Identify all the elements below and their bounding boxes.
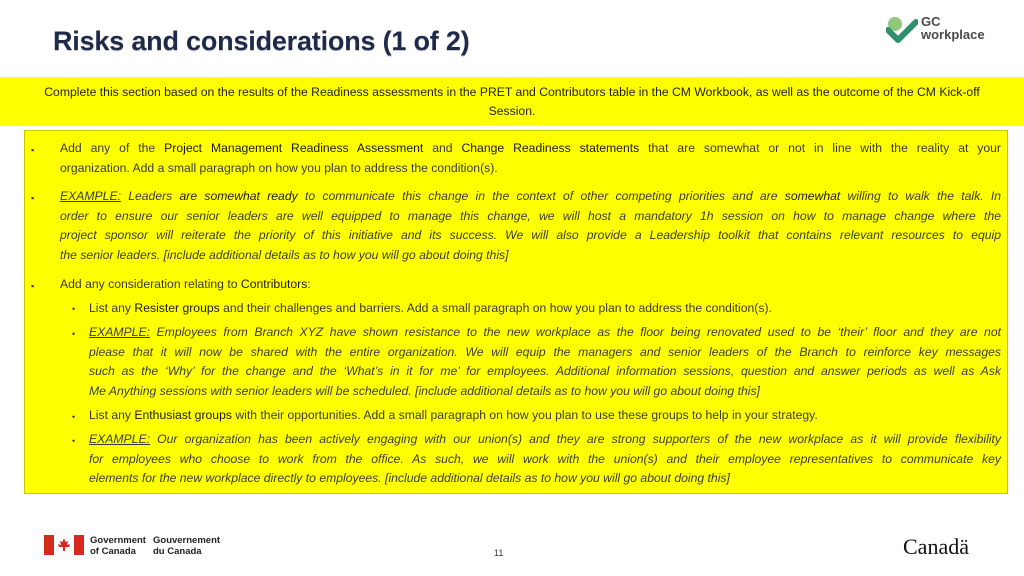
- gov-fr-line2: du Canada: [153, 546, 202, 557]
- gov-fr-line1: Gouvernement: [153, 535, 221, 546]
- banner-line2: Session.: [488, 104, 536, 118]
- gov-en-line1: Government: [90, 535, 146, 546]
- sub-example-union: [89, 430, 1001, 489]
- text: elements for the new workplace directly to employees. [include additional details as to how you will go about doing this]: [89, 471, 730, 485]
- highlight-crs: Change Readiness statements: [461, 141, 640, 155]
- gc-workplace-logo: [886, 14, 996, 46]
- highlight-resister: Resister groups: [134, 301, 220, 315]
- text: for employees who choose to work from the office. As such, we will work with the union(s) and their employee representatives to communicate key: [89, 451, 1001, 466]
- text: Our organization has been actively engaging with our union(s) and they are strong supporters of the new workplace as it will provide flexibility: [149, 432, 1001, 446]
- bullet-marker: ▪: [31, 281, 35, 291]
- highlight: somewhat: [784, 189, 841, 203]
- page-number: 11: [494, 548, 504, 558]
- canada-wordmark: Canadä: [903, 534, 969, 559]
- example-label: EXAMPLE:: [89, 325, 150, 339]
- text: the senior leaders. [include additional details as to how you will go about doing this]: [60, 247, 509, 262]
- sub-resister-groups: [89, 299, 1001, 319]
- text: order to ensure our senior leaders are well equipped to manage this change, we will host a mandatory 1h session on how to manage change where the: [60, 208, 1001, 223]
- sub-bullet-marker: •: [72, 436, 76, 446]
- bullet-readiness: [60, 139, 1001, 178]
- text: Leaders: [120, 189, 180, 203]
- text: that are somewhat or not in line with the reality at your: [639, 141, 1001, 155]
- example-label: EXAMPLE:: [60, 189, 121, 203]
- gc-workplace-mark-icon: [886, 16, 918, 44]
- bullet-contributors: [60, 275, 1001, 295]
- text: and: [423, 141, 462, 155]
- bullet-marker: ▪: [31, 145, 35, 155]
- instruction-banner: [0, 77, 1024, 126]
- text: Me Anything sessions with senior leaders will be scheduled. [include additional details as to how you will go about doing this]: [89, 383, 760, 398]
- text: List any: [89, 301, 135, 315]
- text: willing to walk the talk. In: [840, 189, 1001, 203]
- text: project sponsor will reiterate the priority of this initiative and its success. We will also provide a Leadership toolkit that contains relevant resources to equip: [60, 228, 1001, 242]
- gov-french: [153, 535, 220, 557]
- sub-enthusiast-groups: [89, 406, 1001, 426]
- bullet-example-leaders: [60, 187, 1001, 265]
- example-label: EXAMPLE:: [89, 432, 150, 446]
- text: such as the ‘Why’ for the change and the ‘What’s in it for me’ for employees. Additional information sessions, question and answer periods as well as Ask: [89, 364, 1001, 378]
- sub-example-resister: [89, 323, 1001, 401]
- text: List any: [89, 408, 135, 422]
- text: please that it will now be shared with the entire organization. We will equip the managers and senior leaders of the Branch to reinforce key messages: [89, 344, 1001, 359]
- text: Add any consideration relating to: [60, 277, 241, 291]
- logo-text: [921, 15, 985, 41]
- text: to communicate this change in the context of other competing priorities and are: [297, 189, 785, 203]
- text: Employees from Branch XYZ have shown resistance to the new workplace as the floor being renovated used to be ‘their’ floor and they are not: [149, 325, 1001, 339]
- government-of-canada-signature: [44, 535, 224, 559]
- logo-line1: GC: [921, 14, 941, 29]
- highlight-contributors: Contributors: [240, 277, 308, 291]
- sub-bullet-marker: •: [72, 412, 76, 422]
- text: Add any of the: [60, 141, 165, 155]
- text: and their challenges and barriers. Add a small paragraph on how you plan to address the condition(s).: [219, 301, 772, 315]
- highlight-enthusiast: Enthusiast groups: [134, 408, 232, 422]
- text: organization. Add a small paragraph on how you plan to address the condition(s).: [60, 160, 498, 175]
- page-title: Risks and considerations (1 of 2): [53, 26, 470, 56]
- highlight: are somewhat ready: [179, 189, 298, 203]
- logo-line2: workplace: [921, 27, 985, 42]
- sub-bullet-marker: •: [72, 329, 76, 339]
- highlight-pmra: Project Management Readiness Assessment: [164, 141, 424, 155]
- canada-flag-icon: [44, 535, 84, 555]
- text: :: [307, 277, 311, 291]
- gov-english: [90, 535, 146, 557]
- bullet-marker: ▪: [31, 193, 35, 203]
- banner-line1: Complete this section based on the results of the Readiness assessments in the PRET and Contributors table in the CM Workbook, as well as the outcome of the CM Kick-off: [44, 85, 980, 99]
- text: with their opportunities. Add a small paragraph on how you plan to use these groups to help in your strategy.: [231, 408, 818, 422]
- gov-en-line2: of Canada: [90, 546, 136, 557]
- sub-bullet-marker: •: [72, 304, 76, 314]
